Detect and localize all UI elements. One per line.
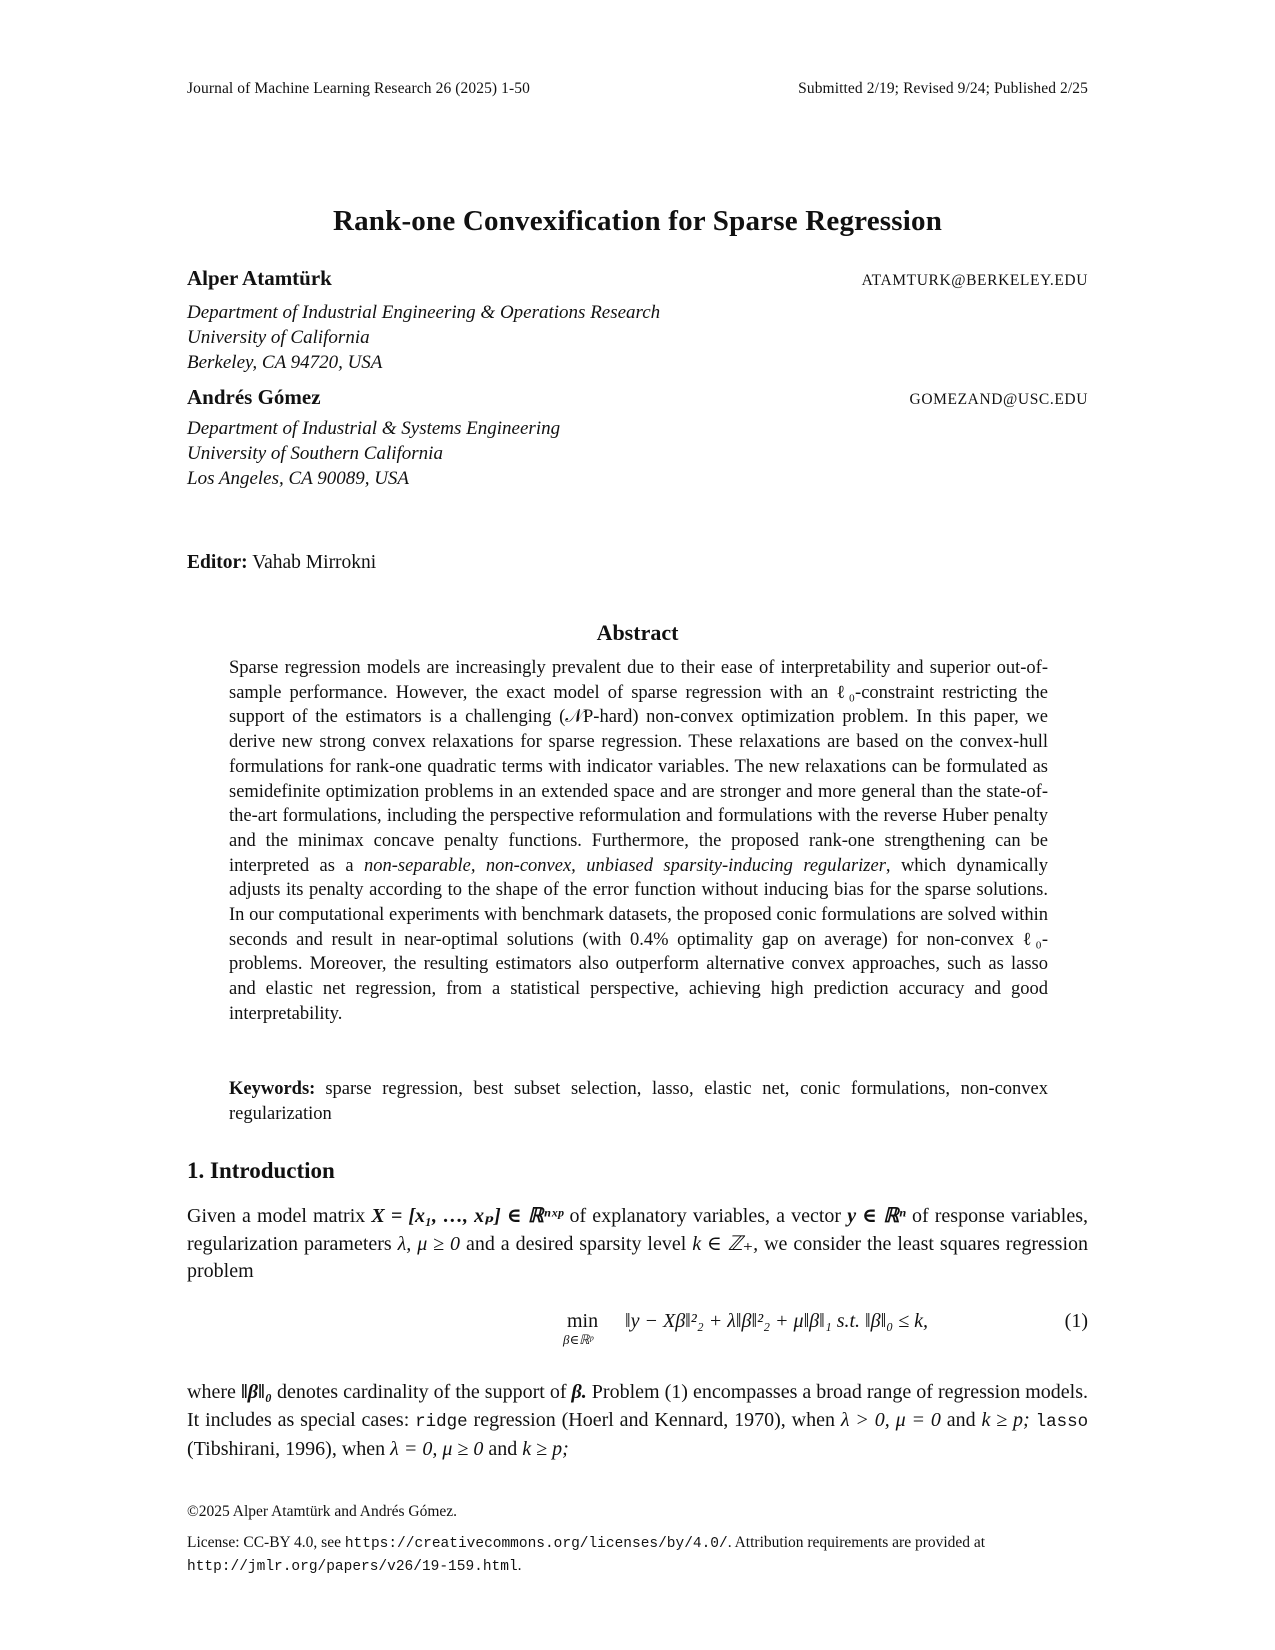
math-reg-params: λ, μ ≥ 0 [397, 1232, 461, 1255]
text-run: we consider the least squares regression problem [187, 1232, 1089, 1282]
math-cardinality: ‖β‖₀ [240, 1381, 272, 1403]
math-k-condition: k ≥ p; [981, 1408, 1030, 1431]
keywords-text: sparse regression, best subset selection, lasso, elastic net, conic formulations, non-convex regularization [229, 1079, 1048, 1124]
math-k-condition: k ≥ p; [522, 1438, 569, 1460]
equation-1 [187, 1300, 1088, 1360]
author-email-1[interactable]: ATAMTURK@BERKELEY.EDU [861, 272, 1088, 289]
text-run: and a desired sparsity level [465, 1232, 687, 1255]
math-sparsity-level: k ∈ ℤ₊, [692, 1232, 759, 1255]
affiliation-line: Department of Industrial Engineering & Operations Research [187, 302, 661, 323]
text-run: regression (Hoerl and Kennard, 1970), when [473, 1408, 835, 1431]
code-ridge: ridge [415, 1411, 468, 1432]
author-name-2: Andrés Gómez [187, 385, 321, 409]
abstract-text-italic: non-separable, non-convex, unbiased sparsity-inducing regularizer [364, 855, 886, 876]
affiliation-line: Department of Industrial & Systems Engineering [187, 418, 561, 439]
section-heading-introduction: 1. Introduction [187, 1158, 335, 1183]
license-link[interactable]: https://creativecommons.org/licenses/by/4.0/ [344, 1536, 728, 1552]
author-name-1: Alper Atamtürk [187, 266, 332, 290]
license-middle: . Attribution requirements are provided at [727, 1534, 986, 1551]
math-beta: β. [571, 1381, 587, 1403]
text-run: and [488, 1438, 518, 1460]
abstract-text-2: , which dynamically adjusts its penalty according to the shape of the error function without inducing bias for the sparse solutions. In our computational experiments with benchmark datasets, the proposed conic formulations are solved within seconds and result in near-optimal solutions (with 0.4% optimality gap on average) for non-convex ℓ₀-problems. Moreover, the resulting estimators also outperform alternative convex approaches, such as lasso and elastic net regression, from a statistical perspective, achieving high prediction accuracy and good interpretability. [229, 855, 1049, 1024]
equation-expression: ‖y − Xβ‖²₂ + λ‖β‖²₂ + μ‖β‖₁ s.t. ‖β‖₀ ≤ k, [625, 1310, 929, 1332]
editor-name: Vahab Mirrokni [252, 552, 377, 573]
intro-paragraph-1 [187, 1203, 1088, 1286]
paper-link[interactable]: http://jmlr.org/papers/v26/19-159.html [187, 1559, 518, 1575]
paper-title: Rank-one Convexification for Sparse Regression [332, 205, 943, 237]
equation-min-operator: min [567, 1310, 599, 1332]
text-run: denotes cardinality of the support of [276, 1381, 567, 1403]
abstract-heading: Abstract [596, 620, 679, 645]
math-model-matrix: X = [x₁, …, xₚ] ∈ ℝⁿˣᵖ [371, 1205, 564, 1227]
author-affiliation-1 [187, 300, 660, 375]
editor-line [187, 552, 376, 574]
text-run: and [946, 1408, 976, 1431]
running-head-dates: Submitted 2/19; Revised 9/24; Published 2/25 [798, 80, 1088, 97]
license-notice [187, 1532, 1087, 1578]
equation-min-subscript: β∈ℝᵖ [563, 1332, 594, 1347]
affiliation-line: University of Southern California [187, 443, 443, 464]
author-email-2[interactable]: GOMEZAND@USC.EDU [909, 391, 1088, 408]
text-run: Given a model matrix [187, 1205, 366, 1227]
intro-paragraph-2 [187, 1379, 1088, 1464]
text-run: Problem (1) encompasses a broad range of regression models. It includes as special cases: [187, 1381, 1088, 1431]
editor-label: Editor: [187, 552, 248, 573]
math-ridge-condition: λ > 0, μ = 0 [840, 1408, 941, 1431]
abstract-text-1: Sparse regression models are increasingly prevalent due to their ease of interpretability and superior out-of-sample performance. However, the exact model of sparse regression with an ℓ₀-constraint restricting the support of the estimators is a challenging (𝒩P-hard) non-convex optimization problem. In this paper, we derive new strong convex relaxations for sparse regression. These relaxations are based on the convex-hull formulations for rank-one quadratic terms with indicator variables. The new relaxations can be formulated as semidefinite optimization problems in an extended space and are stronger and more general than the state-of-the-art formulations, including the perspective reformulation and formulations with the reverse Huber penalty and the minimax concave penalty functions. Furthermore, the proposed rank-one strengthening can be interpreted as a [229, 658, 1048, 876]
affiliation-line: University of California [187, 327, 370, 348]
equation-number: (1) [1064, 1310, 1088, 1332]
math-lasso-condition: λ = 0, μ ≥ 0 [390, 1438, 484, 1460]
text-run: (Tibshirani, 1996), when [187, 1438, 386, 1460]
license-end: . [517, 1557, 522, 1574]
code-lasso: lasso [1035, 1411, 1089, 1432]
copyright-notice: ©2025 Alper Atamtürk and Andrés Gómez. [187, 1503, 458, 1520]
license-prefix: License: CC-BY 4.0, see [187, 1534, 341, 1551]
math-response-vector: y ∈ ℝⁿ [847, 1205, 906, 1227]
text-run: of explanatory variables, a vector [569, 1205, 842, 1227]
keywords-label: Keywords: [229, 1079, 316, 1099]
text-run: where [187, 1381, 236, 1403]
abstract-body [229, 656, 1048, 1027]
keywords [229, 1077, 1048, 1126]
affiliation-line: Berkeley, CA 94720, USA [187, 352, 383, 373]
running-head-journal: Journal of Machine Learning Research 26 (2025) 1-50 [187, 80, 530, 97]
author-affiliation-2 [187, 416, 560, 491]
affiliation-line: Los Angeles, CA 90089, USA [187, 468, 410, 489]
text-run: of response variables, regularization parameters [187, 1205, 1089, 1255]
